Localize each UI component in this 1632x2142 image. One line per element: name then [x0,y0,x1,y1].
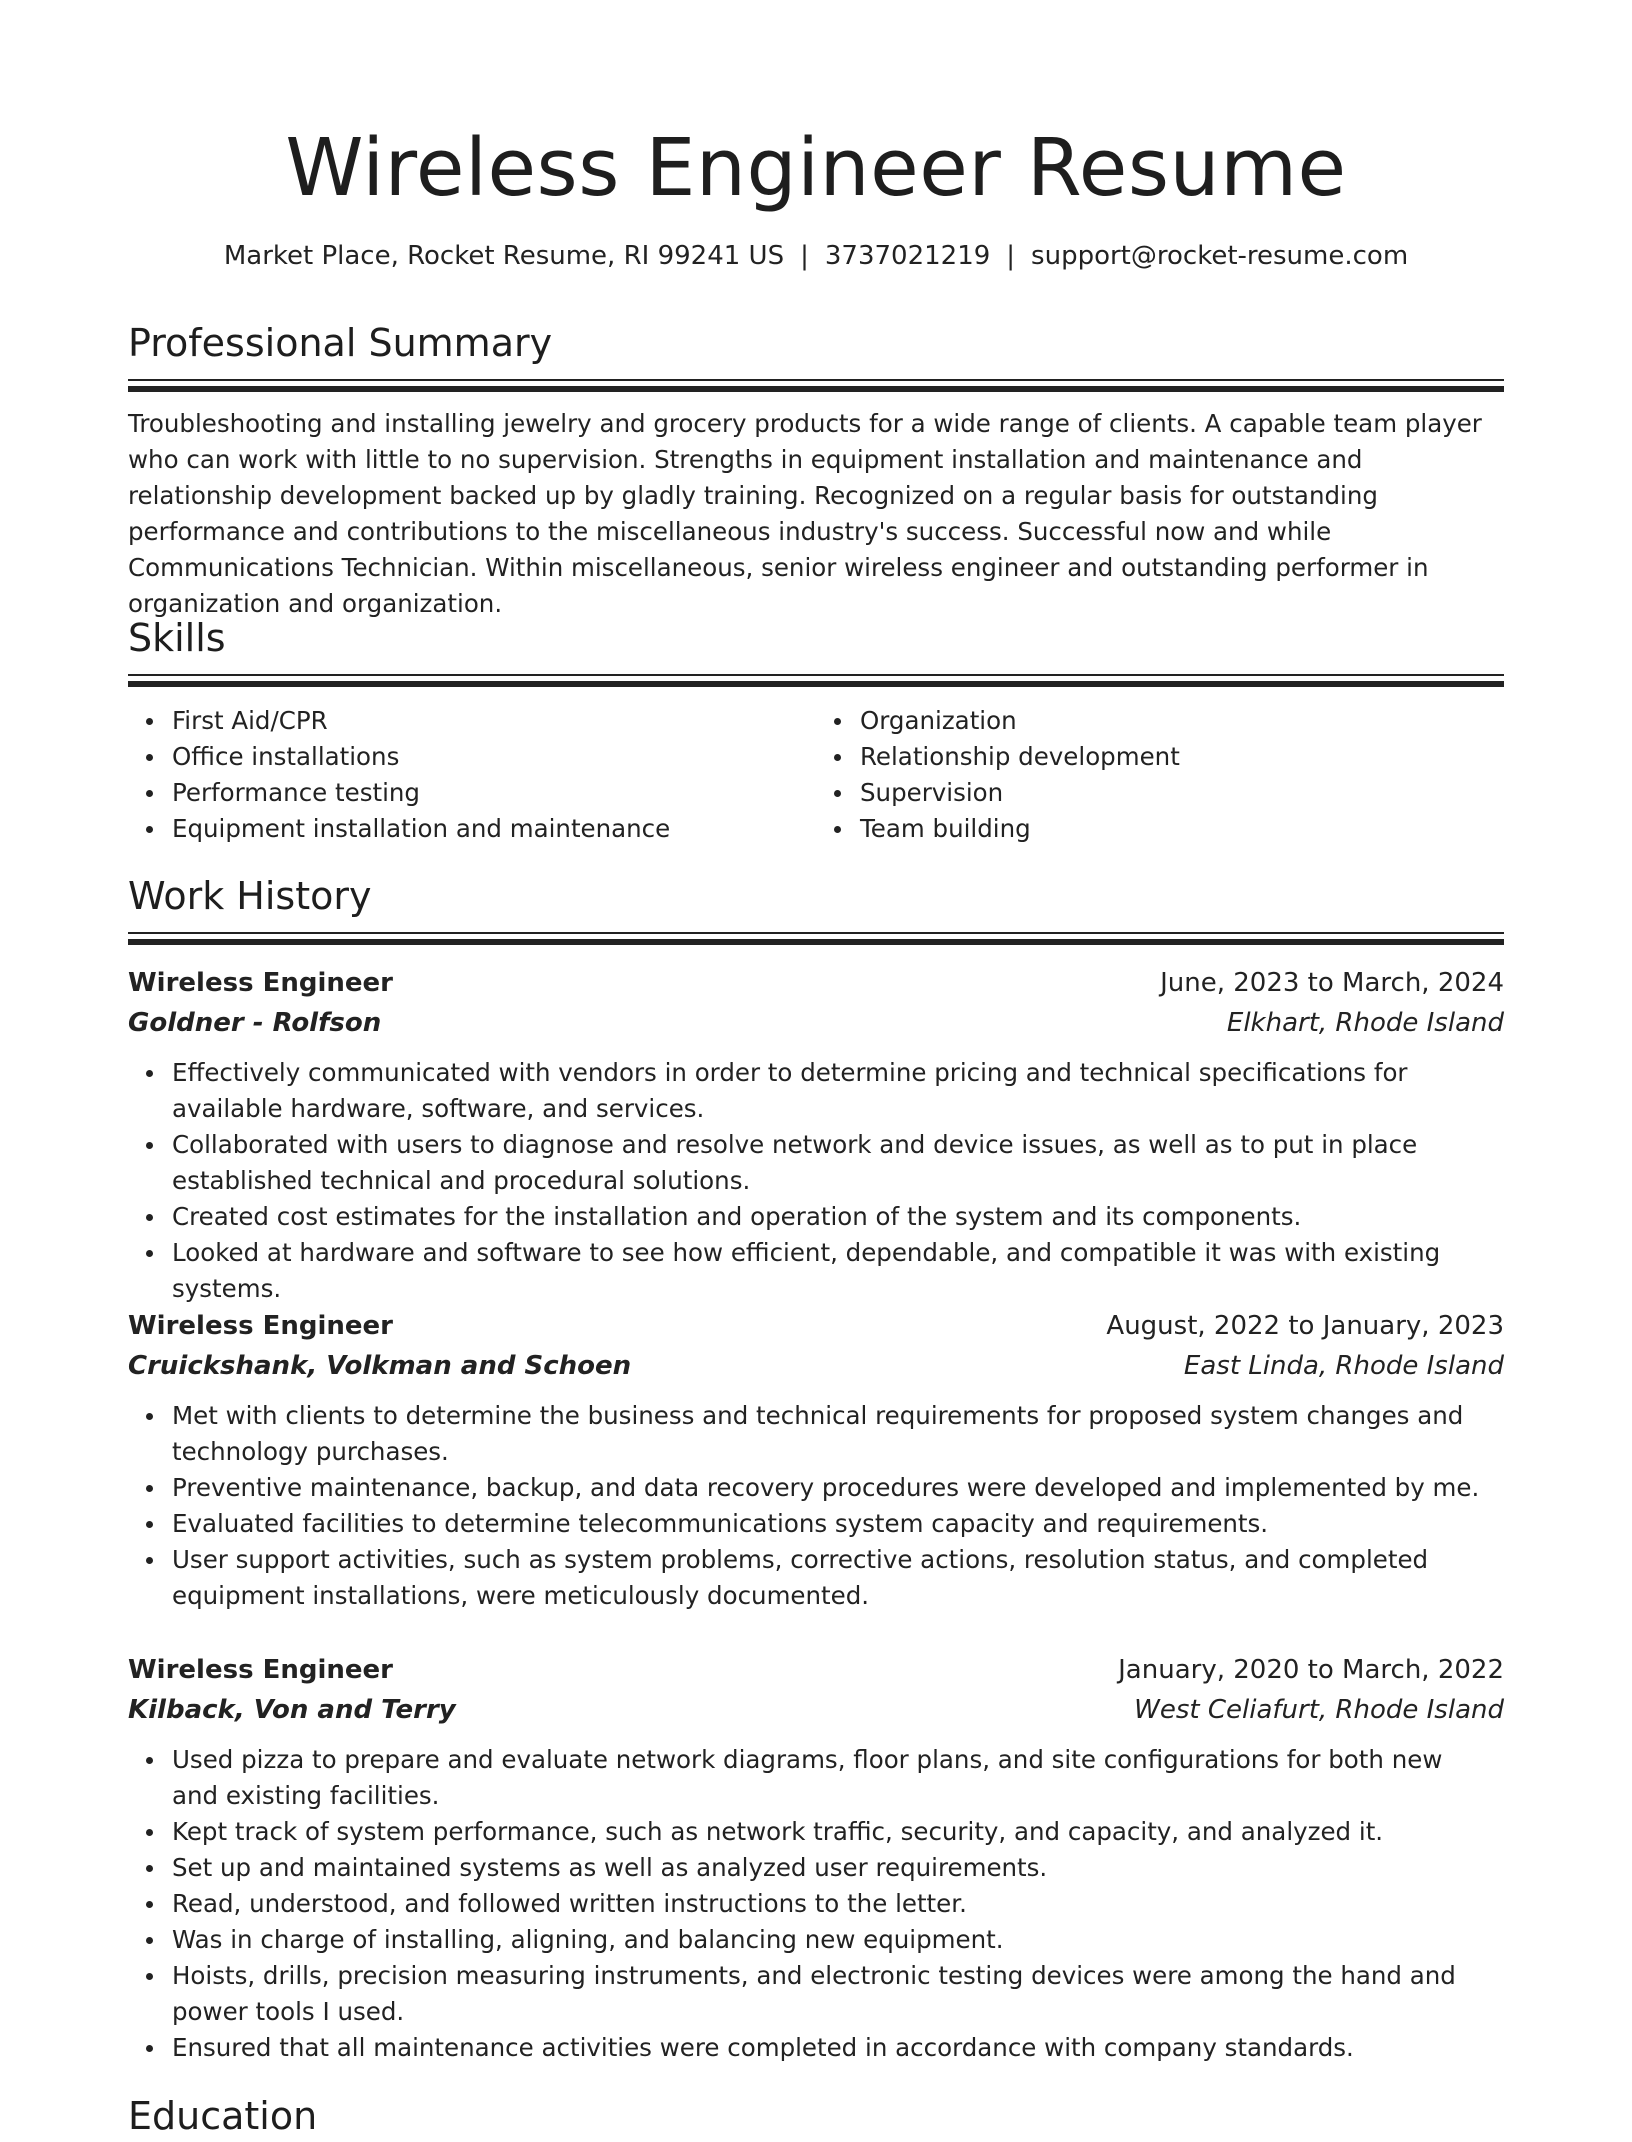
job-location: Elkhart, Rhode Island [1226,1008,1504,1038]
skills-heading: Skills [128,616,226,660]
job-bullet: User support activities, such as system problems, corrective actions, resolution status, and completed equipment installations, were meticulously documented. [172,1542,1504,1614]
job-bullet: Read, understood, and followed written instructions to the letter. [172,1886,1504,1922]
job-bullets [128,1055,1504,1307]
job-bullet: Looked at hardware and software to see how efficient, dependable, and compatible it was with existing systems. [172,1235,1504,1307]
contact-address: Market Place, Rocket Resume, RI 99241 US [223,241,785,271]
job-location: East Linda, Rhode Island [1183,1351,1504,1381]
job-header [128,1306,1504,1346]
skill-item: Performance testing [172,775,816,811]
contact-phone: 3737021219 [824,241,991,271]
job-header [128,1650,1504,1690]
resume-title: Wireless Engineer Resume [285,122,1347,214]
summary-heading: Professional Summary [128,321,553,365]
job-company: Goldner - Rolfson [128,1008,382,1038]
section-divider [128,386,1504,392]
skill-item: First Aid/CPR [172,703,816,739]
skill-item: Supervision [860,775,1504,811]
job-dates: June, 2023 to March, 2024 [1160,968,1504,998]
job-title: Wireless Engineer [128,968,393,998]
skill-item: Team building [860,811,1504,847]
job-entry [128,1650,1504,2066]
summary-text: Troubleshooting and installing jewelry and grocery products for a wide range of clients. A capable team player who can work with little to no supervision. Strengths in equipment installation and maintenance and relationship development backed up by gladly training. Recognized on a regular basis for outstanding performance and contributions to the miscellaneous industry's success. Successful now and while Communications Technician. Within miscellaneous, senior wireless engineer and outstanding performer in organization and organization. [128,409,1482,618]
job-entry [128,1306,1504,1614]
job-bullet: Kept track of system performance, such as network traffic, security, and capacity, and analyzed it. [172,1814,1504,1850]
job-bullet: Ensured that all maintenance activities were completed in accordance with company standards. [172,2030,1504,2066]
section-divider [128,932,1504,934]
job-title: Wireless Engineer [128,1311,393,1341]
job-bullet: Set up and maintained systems as well as analyzed user requirements. [172,1850,1504,1886]
job-bullet: Met with clients to determine the business and technical requirements for proposed system changes and technology purchases. [172,1398,1504,1470]
job-entry [128,963,1504,1307]
job-dates: January, 2020 to March, 2022 [1118,1655,1504,1685]
job-subheader [128,1690,1504,1730]
contact-line [128,238,1504,274]
job-bullets [128,1398,1504,1614]
skills-section [128,612,1504,847]
section-divider [128,674,1504,676]
work-section [128,870,1504,945]
job-bullet: Created cost estimates for the installation and operation of the system and its components. [172,1199,1504,1235]
job-bullet: Collaborated with users to diagnose and resolve network and device issues, as well as to put in place established technical and procedural solutions. [172,1127,1504,1199]
job-bullets [128,1742,1504,2066]
education-section [128,2090,1504,2142]
job-bullet: Hoists, drills, precision measuring instruments, and electronic testing devices were among the hand and power tools I used. [172,1958,1504,2030]
skills-list-left [128,703,816,847]
contact-separator: | [800,241,809,271]
job-dates: August, 2022 to January, 2023 [1106,1311,1504,1341]
job-location: West Celiafurt, Rhode Island [1134,1695,1504,1725]
job-company: Kilback, Von and Terry [128,1695,456,1725]
summary-section [128,317,1504,622]
job-subheader [128,1346,1504,1386]
skill-item: Equipment installation and maintenance [172,811,816,847]
contact-email: support@rocket-resume.com [1031,241,1409,271]
job-header [128,963,1504,1003]
job-bullet: Effectively communicated with vendors in order to determine pricing and technical specifications for available hardware, software, and services. [172,1055,1504,1127]
education-heading: Education [128,2094,318,2138]
contact-separator: | [1006,241,1016,271]
section-divider [128,379,1504,381]
job-bullet: Evaluated facilities to determine telecommunications system capacity and requirements. [172,1506,1504,1542]
job-bullet: Preventive maintenance, backup, and data recovery procedures were developed and implemented by me. [172,1470,1504,1506]
job-subheader [128,1003,1504,1043]
section-divider [128,681,1504,687]
skills-grid [128,703,1504,847]
job-bullet: Used pizza to prepare and evaluate network diagrams, floor plans, and site configurations for both new and existing facilities. [172,1742,1504,1814]
skills-list-right [816,703,1504,847]
work-heading: Work History [128,874,372,918]
skill-item: Office installations [172,739,816,775]
job-title: Wireless Engineer [128,1655,393,1685]
job-company: Cruickshank, Volkman and Schoen [128,1351,632,1381]
section-divider [128,939,1504,945]
skill-item: Relationship development [860,739,1504,775]
job-bullet: Was in charge of installing, aligning, and balancing new equipment. [172,1922,1504,1958]
skill-item: Organization [860,703,1504,739]
